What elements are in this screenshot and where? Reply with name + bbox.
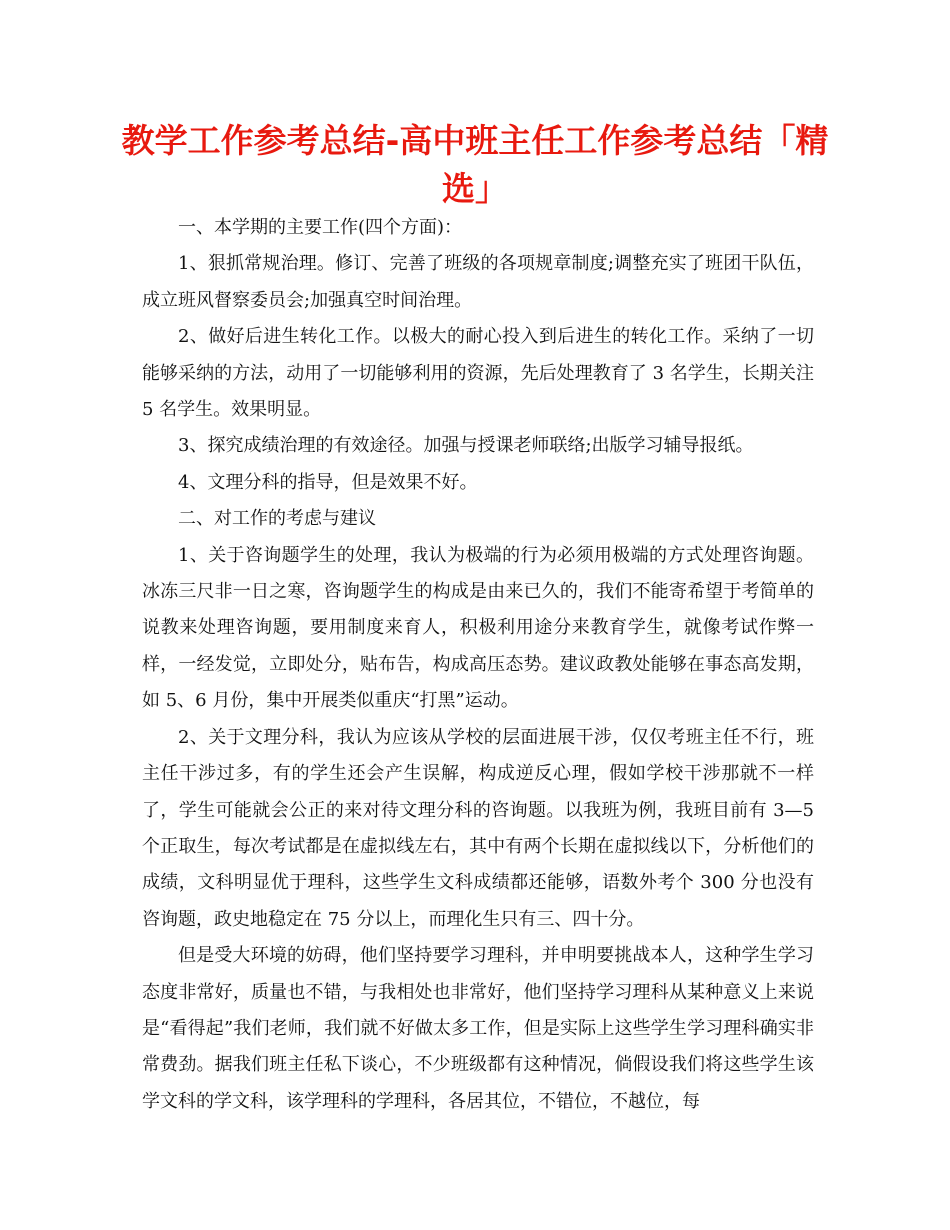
- paragraph: 1、关于咨询题学生的处理，我认为极端的行为必须用极端的方式处理咨询题。冰冻三尺非一日之寒，咨询题学生的构成是由来已久的，我们不能寄希望于考简单的说教来处理咨询题，要用制度来育人，积极利用途分来教育学生，就像考试作弊一样，一经发觉，立即处分，贴布告，构成高压态势。建议政教处能够在事态高发期，如 5、6 月份，集中开展类似重庆“打黑”运动。: [142, 544, 814, 712]
- document-title: 教学工作参考总结-高中班主任工作参考总结「精选」: [121, 121, 829, 208]
- paragraph: 但是受大环境的妨碍，他们坚持要学习理科，并申明要挑战本人，这种学生学习态度非常好，质量也不错，与我相处也非常好，他们坚持学习理科从某种意义上来说是“看得起”我们老师，我们就不好做太多工作，但是实际上这些学生学习理科确实非常费劲。据我们班主任私下谈心，不少班级都有这种情况，倘假设我们将这些学生该学文科的学文科，该学理科的学理科，各居其位，不错位，不越位，每: [142, 945, 814, 1112]
- paragraph: 4、文理分科的指导，但是效果不好。: [178, 471, 478, 493]
- paragraph: 2、做好后进生转化工作。以极大的耐心投入到后进生的转化工作。采纳了一切能够采纳的方法，动用了一切能够利用的资源，先后处理教育了 3 名学生，长期关注 5 名学生。效果明显。: [142, 326, 814, 421]
- paragraph: 1、狠抓常规治理。修订、完善了班级的各项规章制度;调整充实了班团干队伍，成立班风督察委员会;加强真空时间治理。: [142, 253, 814, 311]
- paragraph: 一、本学期的主要工作(四个方面)：: [178, 217, 463, 238]
- paragraph: 2、关于文理分科，我认为应该从学校的层面进展干涉，仅仅考班主任不行，班主任干涉过多，有的学生还会产生误解，构成逆反心理，假如学校干涉那就不一样了，学生可能就会公正的来对待文理分科的咨询题。以我班为例，我班目前有 3—5 个正取生，每次考试都是在虚拟线左右，其中有两个长期在虚拟线以下，分析他们的成绩，文科明显优于理科，这些学生文科成绩都还能够，语数外考个 300 分也没有咨询题，政史地稳定在 75 分以上，而理化生只有三、四十分。: [142, 726, 814, 930]
- document-body: [142, 210, 814, 1120]
- paragraph: 二、对工作的考虑与建议: [178, 508, 376, 530]
- paragraph: 3、探究成绩治理的有效途径。加强与授课老师联络;出版学习辅导报纸。: [178, 435, 754, 457]
